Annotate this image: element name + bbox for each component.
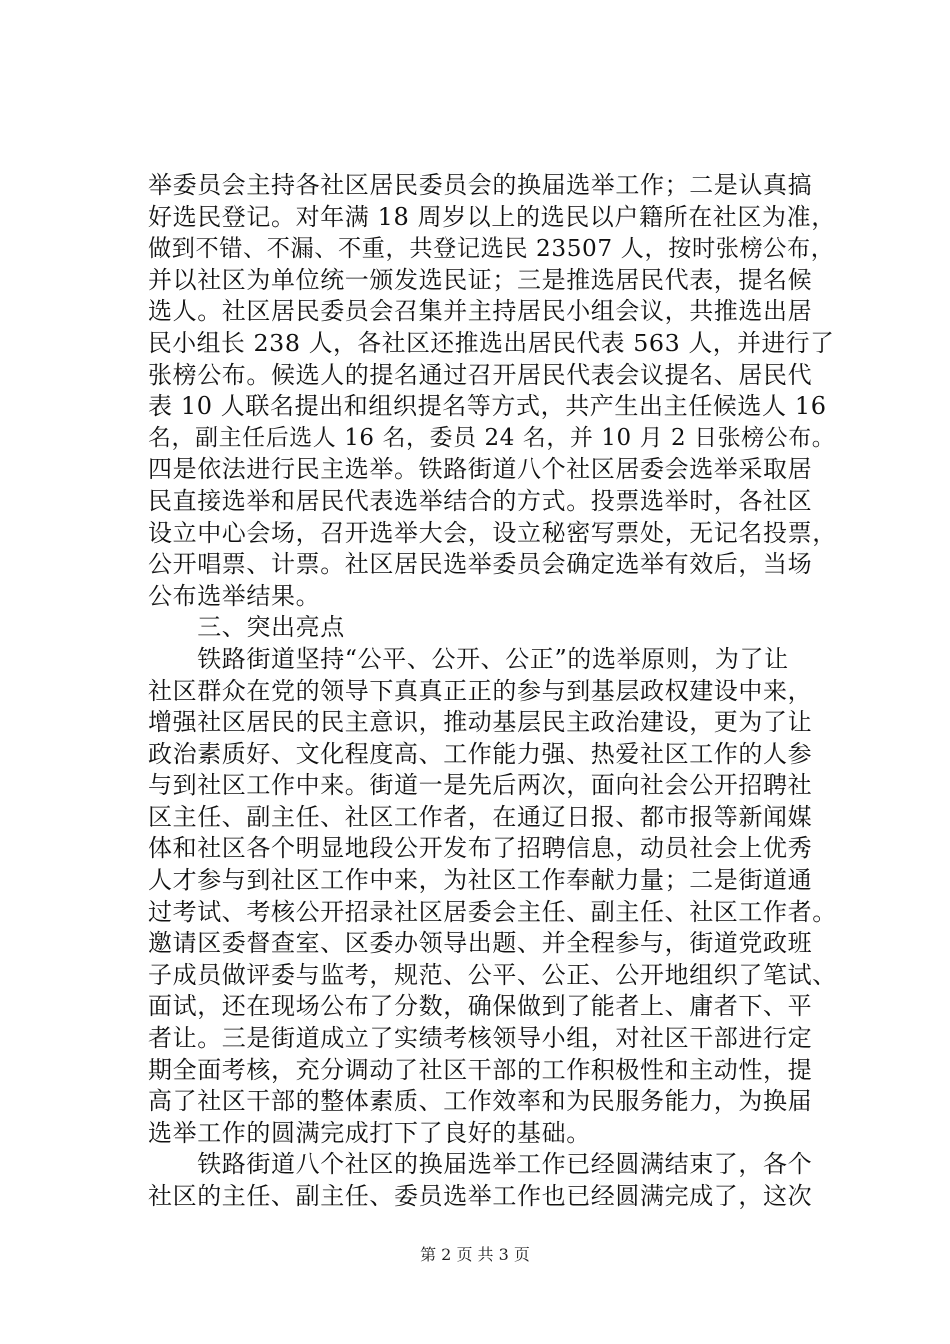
text-line: 民直接选举和居民代表选举结合的方式。投票选举时，各社区 xyxy=(148,486,813,515)
text-line: 者让。三是街道成立了实绩考核领导小组，对社区干部进行定 xyxy=(148,1024,813,1053)
text-line: 增强社区居民的民主意识，推动基层民主政治建设，更为了让 xyxy=(148,708,813,737)
text-line: 铁路街道八个社区的换届选举工作已经圆满结束了，各个 xyxy=(148,1150,813,1179)
text-line: 表 10 人联名提出和组织提名等方式，共产生出主任候选人 16 xyxy=(148,392,827,421)
text-line: 公开唱票、计票。社区居民选举委员会确定选举有效后，当场 xyxy=(148,550,813,579)
text-line: 高了社区干部的整体素质、工作效率和为民服务能力，为换届 xyxy=(148,1087,813,1116)
text-line: 铁路街道坚持“公平、公开、公正”的选举原则，为了让 xyxy=(148,644,789,673)
text-line: 期全面考核，充分调动了社区干部的工作积极性和主动性，提 xyxy=(148,1055,813,1084)
text-line: 体和社区各个明显地段公开发布了招聘信息，动员社会上优秀 xyxy=(148,834,813,863)
text-line: 社区群众在党的领导下真真正正的参与到基层政权建设中来， xyxy=(148,676,813,705)
text-line: 做到不错、不漏、不重，共登记选民 23507 人，按时张榜公布， xyxy=(148,235,835,263)
text-line: 社区的主任、副主任、委员选举工作也已经圆满完成了，这次 xyxy=(148,1182,813,1210)
text-line: 过考试、考核公开招录社区居委会主任、副主任、社区工作者。 xyxy=(148,897,837,926)
text-line: 公布选举结果。 xyxy=(148,581,321,610)
document-body xyxy=(148,170,838,1213)
text-line: 并以社区为单位统一颁发选民证；三是推选居民代表，提名候 xyxy=(148,265,813,294)
text-line: 举委员会主持各社区居民委员会的换届选举工作；二是认真搞 xyxy=(148,171,813,199)
section-heading: 三、突出亮点 xyxy=(148,613,345,642)
text-line: 与到社区工作中来。街道一是先后两次，面向社会公开招聘社 xyxy=(148,771,813,800)
text-line: 好选民登记。对年满 18 周岁以上的选民以户籍所在社区为准， xyxy=(148,202,836,231)
text-line: 选人。社区居民委员会召集并主持居民小组会议，共推选出居 xyxy=(148,297,813,326)
text-line: 区主任、副主任、社区工作者，在通辽日报、都市报等新闻媒 xyxy=(148,802,813,831)
text-line: 面试，还在现场公布了分数，确保做到了能者上、庸者下、平 xyxy=(148,992,813,1021)
text-line: 张榜公布。候选人的提名通过召开居民代表会议提名、居民代 xyxy=(148,360,813,389)
text-line: 政治素质好、文化程度高、工作能力强、热爱社区工作的人参 xyxy=(148,739,813,768)
text-line: 设立中心会场，召开选举大会，设立秘密写票处，无记名投票， xyxy=(148,518,837,547)
text-line: 子成员做评委与监考，规范、公平、公正、公开地组织了笔试、 xyxy=(148,960,837,989)
text-line: 邀请区委督查室、区委办领导出题、并全程参与，街道党政班 xyxy=(148,929,813,958)
text-line: 四是依法进行民主选举。铁路街道八个社区居委会选举采取居 xyxy=(148,455,813,484)
text-line: 选举工作的圆满完成打下了良好的基础。 xyxy=(148,1118,591,1147)
text-line: 民小组长 238 人，各社区还推选出居民代表 563 人，并进行了 xyxy=(148,328,835,357)
page-number: 第 2 页 共 3 页 xyxy=(420,1245,530,1264)
text-line: 人才参与到社区工作中来，为社区工作奉献力量；二是街道通 xyxy=(148,866,813,895)
text-line: 名，副主任后选人 16 名，委员 24 名，并 10 月 2 日张榜公布。 xyxy=(148,424,836,451)
